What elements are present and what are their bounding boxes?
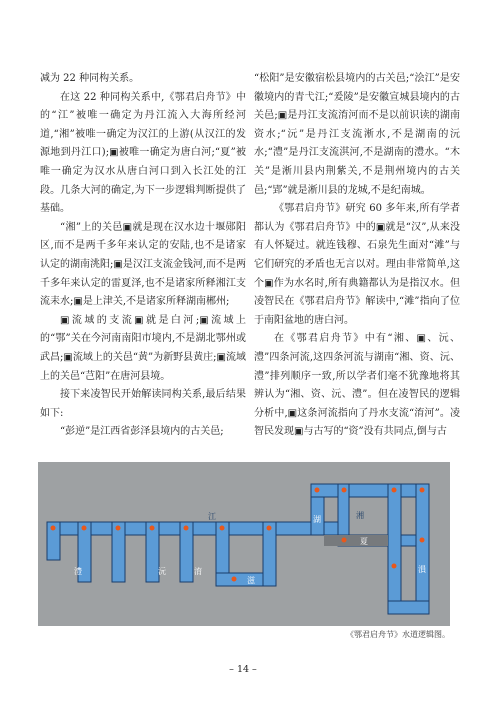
node-marker: [150, 526, 155, 531]
figure-caption: 《鄂君启舟节》水道逻辑图。: [346, 630, 450, 639]
node-marker: [51, 526, 56, 531]
paragraph: “松阳”是安徽宿松县境内的古关邑;“浍江”是安徽境内的青弋江;“爰陵”是安徽宣城县境内的古关邑;▣是丹江支流淯河而不是以前识读的湖南资水;“沅”是丹江支流淅水,不是湖南的沅水;“澧”是丹江支流淇河,不是湖南的澧水。“木关”是淅川县内荆紫关,不是荆州境内的古关邑;“郢”就是淅川县的龙城,不是纪南城。: [254, 73, 460, 196]
paragraph: 在《鄂君启舟节》中有“湘、▣、沅、澧”四条河流,这四条河流与湖南“湘、资、沅、澧”排列顺序一致,所以学者们毫不犹豫地将其辨认为“湘、资、沅、澧”。但在凌智民的逻辑分析中,▣这条河流指向了丹水支流“淯河”。凌智民发现▣与古写的“资”没有共同点,倒与古: [254, 333, 460, 438]
river-channel-branch: [180, 522, 193, 582]
node-marker: [420, 488, 425, 493]
river-channel-jiang: [47, 522, 349, 535]
paragraph: 《鄂君启舟节》研究 60 多年来,所有学者都认为《鄂君启舟节》中的▣就是“汉”,从来没有人怀疑过。就连钱穆、石泉先生面对“滩”与它们研究的矛盾也无言以对。理由非常简单,这个▣作为水名时,所有典籍都认为是指汉水。但凌智民在《鄂君启舟节》解读中,“滩”指向了位于南阳盆地的唐白河。: [254, 203, 460, 326]
river-channel-xiang-top: [311, 484, 429, 497]
river-channel-yun: [416, 484, 429, 614]
paragraph: 在这 22 种同构关系中,《鄂君启舟节》中的“江”被唯一确定为丹江流入大海所经河道,“湘”被唯一确定为汉江的上游(从汉江的发源地到丹江口);▣被唯一确定为唐白河;“夏”被唯一确定为汉水从唐白河口到入长江处的江段。几条大河的确定,为下一步逻辑判断提供了基础。: [40, 91, 246, 215]
river-channel-branch: [263, 522, 276, 586]
river-label-xiang: 湘: [356, 511, 364, 520]
node-marker: [392, 488, 397, 493]
river-label-you: 淯: [194, 567, 202, 576]
waterway-diagram-svg: [38, 462, 450, 626]
paragraph: “湘”上的关邑▣就是现在汉水边十堰郧阳区,而不是两千多年来认定的安陆,也不是诸家认定的湖南洮阳;▣是汉江支流金钱河,而不是两千多年来认定的雷夏泽,也不是诸家所释湘江支流耒水;▣是上津关,不是诸家所释湖南郴州;: [40, 221, 246, 308]
paragraph: 减为 22 种同构关系。: [40, 73, 140, 84]
node-marker: [342, 538, 347, 543]
node-marker: [184, 526, 189, 531]
paragraph: “彭逆”是江西省彭泽县境内的古关邑;: [60, 426, 224, 438]
river-channel-bottom: [388, 601, 429, 614]
river-label-li: 澧: [74, 567, 82, 576]
node-marker: [420, 538, 425, 543]
river-label-xia: 夏: [360, 537, 368, 546]
river-channel-branch: [112, 522, 125, 582]
node-marker: [342, 488, 347, 493]
paragraph: ▣流域的支流▣就是白河;▣流域上的“鄂”关在今河南南阳市境内,不是湖北鄂州或武昌;▣流域上的关邑“黄”为新野县黄庄;▣流域上的关邑“芑阳”在唐河县境。: [40, 314, 246, 382]
river-label-zi: 滋: [247, 576, 255, 585]
right-text-column: [254, 70, 460, 442]
xia-section: [324, 535, 388, 546]
page-number: – 14 –: [229, 664, 257, 675]
river-label-jiang: 江: [208, 512, 216, 521]
river-channels: [47, 484, 429, 614]
node-marker: [267, 526, 272, 531]
river-label-yuan: 沅: [158, 567, 166, 576]
node-marker: [82, 526, 87, 531]
node-marker: [232, 577, 237, 582]
left-text-column: [40, 70, 246, 442]
river-channel-east-branch: [388, 484, 401, 614]
node-marker: [315, 488, 320, 493]
node-marker: [392, 564, 397, 569]
river-label-hu: 湖: [313, 515, 321, 524]
node-marker: [220, 526, 225, 531]
river-label-yun: 溳: [418, 565, 426, 574]
waterway-logic-diagram: [38, 462, 450, 626]
paragraph: 接下来凌智民开始解读同构关系,最后结果如下:: [40, 389, 246, 419]
node-marker: [116, 526, 121, 531]
